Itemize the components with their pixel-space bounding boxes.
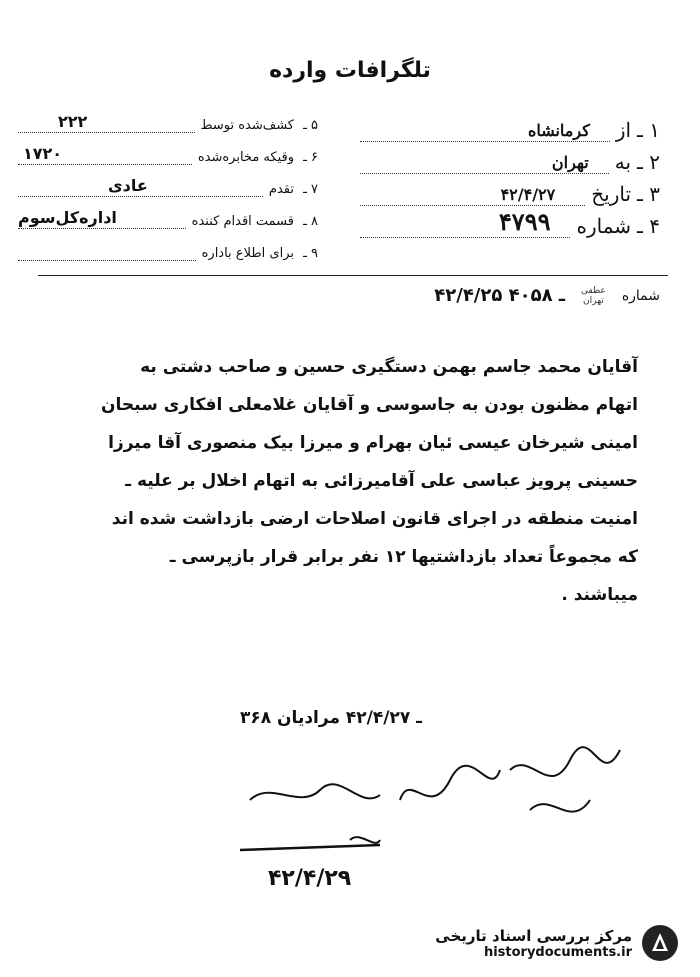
footer-reference: ۳۶۸ ـ ۴۲/۴/۲۷ مرادیان bbox=[240, 708, 422, 728]
field-value: تهران bbox=[551, 153, 589, 172]
field-value: ۲۲۲ bbox=[58, 112, 88, 131]
watermark-text bbox=[435, 927, 632, 960]
divider bbox=[38, 275, 668, 276]
field-value: ۱۷۲۰ bbox=[23, 144, 63, 163]
field-for-info bbox=[18, 246, 318, 261]
field-to bbox=[360, 150, 660, 174]
field-line bbox=[18, 176, 263, 197]
field-label: به bbox=[614, 150, 632, 174]
field-priority bbox=[18, 176, 318, 197]
field-value: کرمانشاه bbox=[527, 121, 590, 140]
field-label: برای اطلاع باداره bbox=[201, 246, 294, 261]
reference-label: شماره bbox=[621, 287, 660, 304]
field-value: ۴۲/۴/۲۷ bbox=[500, 185, 556, 204]
reference-row bbox=[434, 285, 660, 306]
field-value: ۴۷۹۹ bbox=[498, 207, 551, 236]
field-line bbox=[18, 248, 196, 261]
telegram-body bbox=[58, 348, 638, 614]
field-value: عادی bbox=[108, 176, 148, 195]
field-label: قسمت اقدام کننده bbox=[191, 214, 294, 229]
field-number: ۶ ـ bbox=[303, 150, 318, 165]
field-line bbox=[360, 121, 610, 142]
field-number: ۴ ـ bbox=[637, 214, 660, 238]
field-from bbox=[360, 118, 660, 142]
field-number-ref bbox=[360, 207, 660, 238]
watermark-url: historydocuments.ir bbox=[483, 944, 632, 960]
field-number: ۱ ـ bbox=[637, 118, 660, 142]
body-line: آقایان محمد جاسم بهمن دستگیری حسین و صاحب دشتی به bbox=[140, 357, 638, 377]
field-line bbox=[18, 144, 192, 165]
field-label: وقیکه مخابره‌شده bbox=[197, 150, 294, 165]
field-line bbox=[18, 208, 186, 229]
watermark-title: مرکز بررسی اسناد تاریخی bbox=[435, 926, 632, 945]
field-label: تاریخ bbox=[591, 182, 632, 206]
field-line bbox=[360, 153, 609, 174]
document-title: تلگرافات وارده bbox=[269, 58, 431, 83]
field-line bbox=[360, 185, 585, 206]
reference-stamp-line2: تهران bbox=[583, 295, 604, 306]
field-decoded-by bbox=[18, 112, 318, 133]
field-number: ۵ ـ bbox=[303, 118, 318, 133]
body-line: که مجموعاً تعداد بازداشتیها ۱۲ نفر برابر قرار بازپرسی ـ bbox=[169, 547, 638, 567]
archive-logo-icon bbox=[640, 923, 680, 963]
body-line: میباشند . bbox=[561, 585, 638, 605]
reference-stamp bbox=[581, 286, 606, 306]
reference-stamp-line1: عطفی bbox=[581, 285, 606, 296]
field-sent-time bbox=[18, 144, 318, 165]
field-label: کشف‌شده توسط bbox=[200, 118, 294, 133]
field-label: شماره bbox=[576, 214, 632, 238]
field-number: ۳ ـ bbox=[637, 182, 660, 206]
field-line bbox=[18, 112, 195, 133]
field-number: ۸ ـ bbox=[303, 214, 318, 229]
watermark bbox=[435, 923, 680, 963]
body-line: اتهام مظنون بودن به جاسوسی و آقایان غلامعلی افکاری سبحان bbox=[101, 395, 638, 415]
field-number: ۹ ـ bbox=[303, 246, 318, 261]
field-label: از bbox=[615, 118, 632, 142]
body-line: حسینی پرویز عباسی علی آقامیرزائی به اتهام اخلال بر علیه ـ bbox=[125, 471, 638, 491]
body-line: امنیت منطقه در اجرای قانون اصلاحات ارضی بازداشت شده اند bbox=[111, 509, 638, 529]
handwritten-signatures bbox=[230, 740, 630, 920]
reference-value: ۴۲/۴/۲۵ ـ ۴۰۵۸ bbox=[434, 285, 565, 306]
field-date bbox=[360, 182, 660, 206]
field-value: اداره‌کل‌سوم bbox=[18, 208, 117, 227]
field-number: ۲ ـ bbox=[637, 150, 660, 174]
body-line: امینی شیرخان عیسی ئیان بهرام و میرزا بیک منصوری آقا میرزا bbox=[108, 433, 638, 453]
field-action-dept bbox=[18, 208, 318, 229]
handwritten-date: ۴۲/۴/۲۹ bbox=[268, 866, 352, 891]
field-number: ۷ ـ bbox=[303, 182, 318, 197]
field-label: تقدم bbox=[268, 182, 294, 197]
field-line bbox=[360, 207, 570, 238]
